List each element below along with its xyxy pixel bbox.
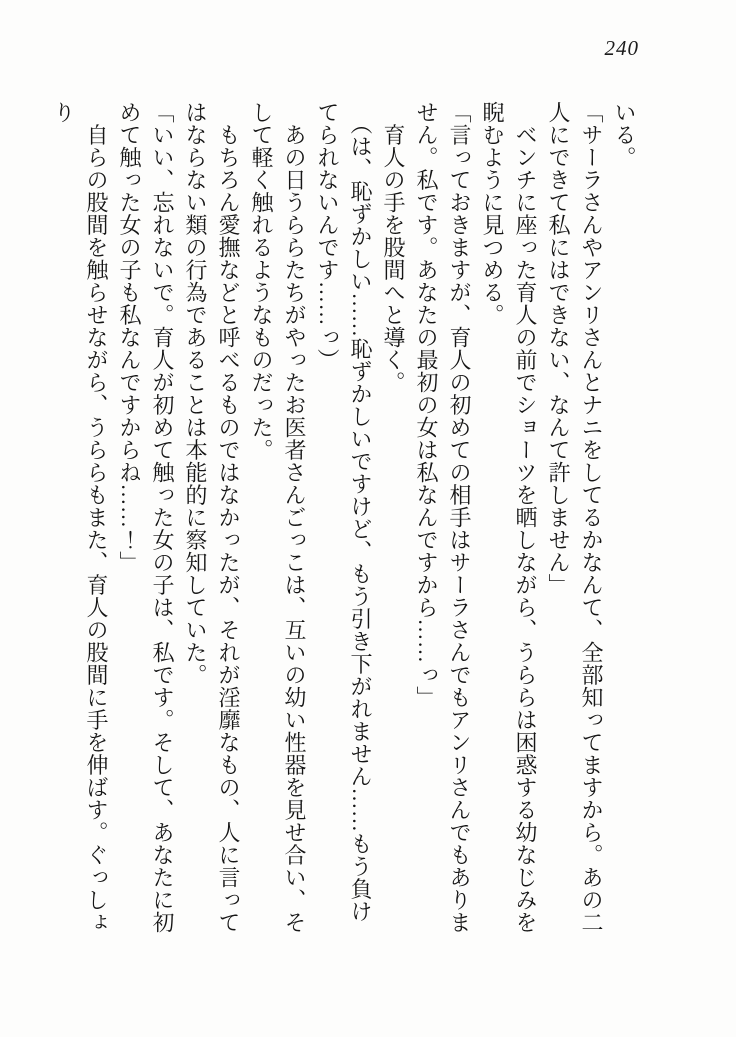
- page-number: 240: [604, 36, 639, 60]
- paragraph: あの日うららたちがやったお医者さんごっこは、互いの幼い性器を見せ合い、そして軽く触れるようなものだった。: [249, 101, 307, 934]
- paragraph: 「いい、忘れないで。育人が初めて触った女の子は、私です。そして、あなたに初めて触った女の子も私なんですからね……！」: [117, 101, 175, 934]
- paragraph: いる。: [612, 101, 637, 169]
- paragraph: （は、恥ずかしい……恥ずかしいですけど、もう引き下がれません……もう負けてられないんです……っ）: [315, 101, 373, 923]
- paragraph: 「サーラさんやアンリさんとナニをしてるかなんて、全部知ってますから。あの二人にできて私にはできない、なんて許しません」: [546, 101, 604, 934]
- paragraph: 「言っておきますが、育人の初めての相手はサーラさんでもアンリさんでもありません。私です。あなたの最初の女は私なんですから……っ」: [414, 101, 472, 934]
- paragraph: 育人の手を股間へと導く。: [381, 101, 406, 394]
- paragraph: ベンチに座った育人の前でショーツを晒しながら、うららは困惑する幼なじみを睨むように見つめる。: [480, 101, 538, 934]
- text-block: [47, 101, 641, 941]
- paragraph: 自らの股間を触らせながら、うららもまた、育人の股間に手を伸ばす。ぐっしょり: [51, 101, 109, 934]
- paragraph: もちろん愛撫などと呼べるものではなかったが、それが淫靡なもの、人に言ってはならない類の行為であることは本能的に察知していた。: [183, 101, 241, 934]
